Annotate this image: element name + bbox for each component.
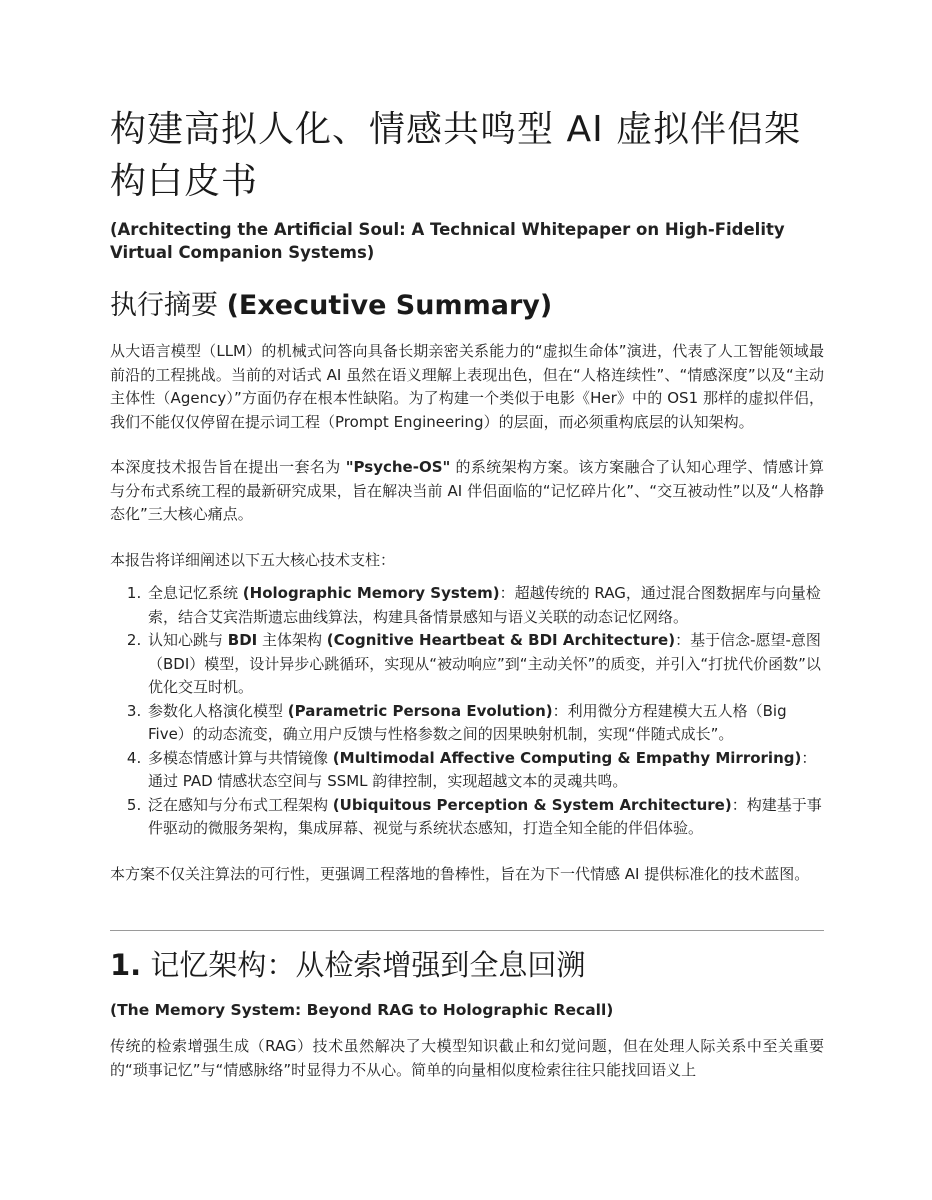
summary-paragraph-2 <box>110 456 824 527</box>
pillar-en: (Cognitive Heartbeat & BDI Architecture) <box>326 631 676 649</box>
para2-after: 的系统架构方案。该方案融合了认知心理学、情感计算与分布式系统工程的最新研究成果，旨在解决当前 AI 伴侣面临的“记忆碎片化”、“交互被动性”以及“人格静态化”三大核心痛点。 <box>110 458 824 523</box>
pillar-zh: 泛在感知与分布式工程架构 <box>148 795 333 814</box>
section-number: 1. <box>110 948 142 982</box>
pillar-desc: ：基于信念-愿望-意图（BDI）模型，设计异步心跳循环，实现从“被动响应”到“主动关怀”的质变，并引入“打扰代价函数”以优化交互时机。 <box>148 631 821 696</box>
pillar-desc: ：构建基于事件驱动的微服务架构，集成屏幕、视觉与系统状态感知，打造全知全能的伴侣体验。 <box>148 795 822 837</box>
pillar-desc: ：超越传统的 RAG，通过混合图数据库与向量检索，结合艾宾浩斯遗忘曲线算法，构建具备情景感知与语义关联的动态记忆网络。 <box>148 584 821 626</box>
pillar-desc: ：利用微分方程建模大五人格（Big Five）的动态流变，确立用户反馈与性格参数之间的因果映射机制，实现“伴随式成长”。 <box>148 701 787 743</box>
pillar-zh: 多模态情感计算与共情镜像 <box>148 748 333 767</box>
heading-en: (Executive Summary) <box>226 290 553 321</box>
summary-closing: 本方案不仅关注算法的可行性，更强调工程落地的鲁棒性，旨在为下一代情感 AI 提供标准化的技术蓝图。 <box>110 864 810 883</box>
pillar-zh: 全息记忆系统 <box>148 584 243 602</box>
list-item <box>146 747 824 794</box>
list-item <box>146 629 824 700</box>
para2-before: 本深度技术报告旨在提出一套名为 <box>110 458 346 476</box>
section-title-text: 记忆架构：从检索增强到全息回溯 <box>141 948 586 982</box>
pillars-intro: 本报告将详细阐述以下五大核心技术支柱： <box>110 550 396 569</box>
pillars-list <box>110 582 824 841</box>
document-subtitle: (Architecting the Artificial Soul: A Technical Whitepaper on High-Fidelity Virtual Companion Systems) <box>110 220 785 262</box>
heading-zh: 执行摘要 <box>110 290 227 321</box>
list-item <box>146 794 824 841</box>
pillar-zh-after: 主体架构 <box>257 631 327 649</box>
pillar-zh: 参数化人格演化模型 <box>148 701 288 720</box>
pillar-en: (Multimodal Affective Computing & Empathy Mirroring) <box>332 748 802 767</box>
section-1-subtitle: (The Memory System: Beyond RAG to Holographic Recall) <box>110 1001 614 1019</box>
psyche-os-name: "Psyche-OS" <box>345 458 451 476</box>
pillar-en: (Parametric Persona Evolution) <box>287 701 553 720</box>
executive-summary-heading <box>110 286 824 326</box>
section-1-paragraph: 传统的检索增强生成（RAG）技术虽然解决了大模型知识截止和幻觉问题，但在处理人际关系中至关重要的“琐事记忆”与“情感脉络”时显得力不从心。简单的向量相似度检索往往只能找回语义上 <box>110 1037 824 1079</box>
pillar-en: (Ubiquitous Perception & System Architecture) <box>332 795 732 814</box>
section-divider <box>110 930 824 931</box>
pillar-desc: ：通过 PAD 情感状态空间与 SSML 韵律控制，实现超越文本的灵魂共鸣。 <box>148 748 817 790</box>
list-item <box>146 700 824 747</box>
summary-paragraph-1: 从大语言模型（LLM）的机械式问答向具备长期亲密关系能力的“虚拟生命体”演进，代表了人工智能领域最前沿的工程挑战。当前的对话式 AI 虽然在语义理解上表现出色，但在“人格连续性”、“情感深度”以及“主动主体性（Agency）”方面仍存在根本性缺陷。为了构建一个类似于电影《Her》中的 OS1 那样的虚拟伴侣，我们不能仅仅停留在提示词工程（Prompt Engineering）的层面，而必须重构底层的认知架构。 <box>110 342 824 431</box>
list-item <box>146 582 824 629</box>
pillar-zh-bold: BDI <box>227 631 258 649</box>
pillar-zh: 认知心跳与 <box>148 631 228 649</box>
document-title: 构建高拟人化、情感共鸣型 AI 虚拟伴侣架构白皮书 <box>110 109 802 202</box>
pillar-en: (Holographic Memory System) <box>242 584 500 602</box>
section-1-title <box>110 943 824 987</box>
